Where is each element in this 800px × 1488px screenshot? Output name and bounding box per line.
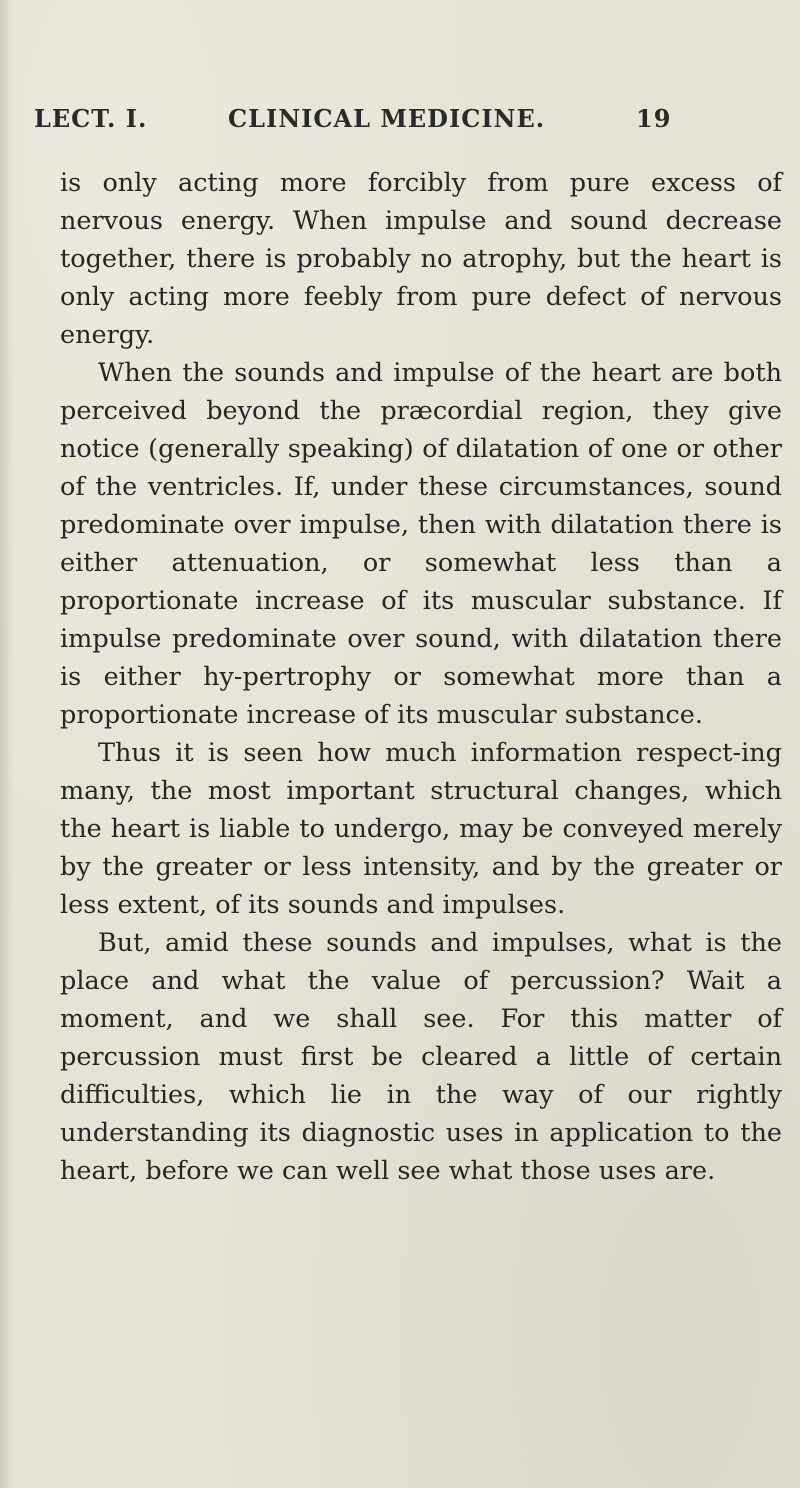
paragraph-continuation: is only acting more forcibly from pure excess of nervous energy. When impulse and sound decrease together, there is probably no atrophy, but the heart is only acting more feebly from pure defect of nervous energy.: [60, 168, 782, 350]
paragraph-structural-changes: Thus it is seen how much information respect-ing many, the most important structural changes, which the heart is liable to undergo, may be conveyed merely by the greater or less intensity, and by the greater or less extent, of its sounds and impulses.: [60, 738, 782, 920]
running-head: [0, 104, 800, 144]
book-title: CLINICAL MEDICINE.: [228, 104, 546, 133]
paragraph-dilatation: When the sounds and impulse of the heart are both perceived beyond the præcordial region, they give notice (generally speaking) of dilatation of one or other of the ventricles. If, under these circumstances, sound predominate over impulse, then with dilatation there is either attenuation, or somewhat less than a proportionate increase of its muscular substance. If impulse predominate over sound, with dilatation there is either hy-pertrophy or somewhat more than a proportionate increase of its muscular substance.: [60, 358, 782, 730]
paragraph-percussion: But, amid these sounds and impulses, what is the place and what the value of percussion? Wait a moment, and we shall see. For this matter of percussion must first be cleared a little of certain difficulties, which lie in the way of our rightly understanding its diagnostic uses in application to the heart, before we can well see what those uses are.: [60, 928, 782, 1186]
page-number: 19: [636, 104, 672, 133]
lecture-label: LECT. I.: [34, 104, 148, 133]
page-edge-shadow: [0, 0, 14, 1488]
body-text: [60, 164, 782, 1190]
